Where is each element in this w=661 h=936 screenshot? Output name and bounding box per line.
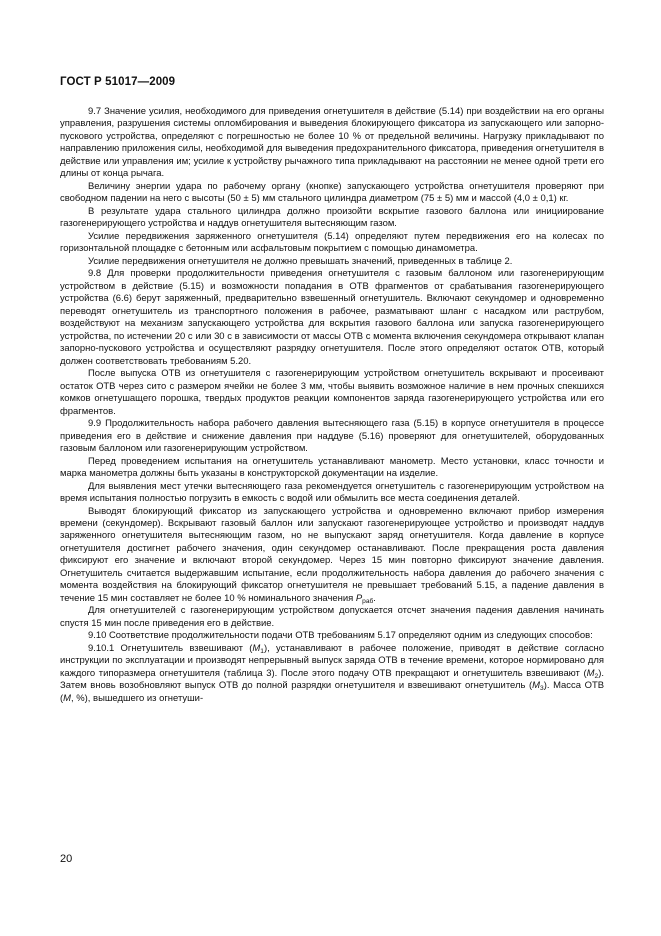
paragraph-pressure-test: Выводят блокирующий фиксатор из запускающего устройства и одновременно включают прибор измерения времени (секундомер). Вскрывают газовый баллон или запускают газогенерирующее устройство и производят наддув заряженного огнетушителя вытесняющим газом, но не выпускают заряд огнетушителя. Когда давление в корпусе огнетушителя достигнет рабочего значения, один секундомер останавливают. После прекращения роста давления фиксируют его значение и включают второй секундомер. Через 15 мин повторно фиксируют значение давления. Огнетушитель считается выдержавшим испытание, если продолжительность набора давления до рабочего значения с момента воздействия на блокирующий фиксатор огнетушителя не превышает требований 5.15, а падение давления в течение 15 мин составляет не более 10 % номинального значения $P_{раб}$. <box>60 505 604 605</box>
paragraph-movement-limit: Усилие передвижения огнетушителя не должно превышать значений, приведенных в таблице 2. <box>88 255 513 267</box>
standard-header: ГОСТ Р 51017—2009 <box>60 76 176 88</box>
paragraph-9-10-1: 9.10.1 Огнетушитель взвешивают $(M_1)$, устанавливают в рабочее положение, приводят в действие согласно инструкции по эксплуатации и производят непрерывный выпуск заряда ОТВ в течение времени, которое нормировано для каждого типоразмера огнетушителя (таблица 3). После этого подачу ОТВ прекращают и огнетушитель взвешивают $(M_2)$. Затем вновь возобновляют выпуск ОТВ до полной разрядки огнетушителя и взвешивают огнетушитель $(M_3)$. Масса ОТВ (M, %), вышедшего из огнетуши- <box>60 642 604 704</box>
paragraph-9-9: 9.9 Продолжительность набора рабочего давления вытесняющего газа (5.15) в корпусе огнетушителя в процессе приведения его в действие и снижение давления при наддуве (5.16) проверяют для огнетушителей, оборудованных газовым баллоном или газогенерирующим устройством. <box>60 418 604 455</box>
paragraph-9-8: 9.8 Для проверки продолжительности приведения огнетушителя с газовым баллоном или газогенерирующим устройством в действие (5.15) и возможности попадания в ОТВ фрагментов от срабатывания газогенерирующего устройства (6.6) берут заряженный, предварительно взвешенный огнетушитель. Включают секундомер и одновременно переводят огнетушитель из транспортного положения в рабочее, разматывают шланг с насадком или раструбом, воздействуют на механизм запускающего устройства для вскрытия газового баллона или запуска газогенерирующего устройства, по истечении 20 с или 30 с в зависимости от массы ОТВ с момента включения секундомера открывают клапан запорно-пускового устройства и осуществляют разрядку огнетушителя. После этого определяют остаток ОТВ, который должен соответствовать требованиям 5.20. <box>60 268 604 367</box>
paragraph-after-release: После выпуска ОТВ из огнетушителя с газогенерирующим устройством огнетушитель вскрывают и просеивают остаток ОТВ через сито с размером ячейки не более 3 мм, чтобы выявить возможное наличие в нем прочных спекшихся комков огнетушащего порошка, твердых продуктов реакции компонентов заряда газогенерирующего устройства или его фрагментов. <box>60 368 604 417</box>
page-number: 20 <box>60 853 73 865</box>
paragraph-9-7: 9.7 Значение усилия, необходимого для приведения огнетушителя в действие (5.14) при воздействии на его органы управления, разрушения системы опломбирования и выведения блокирующего фиксатора из запускающего или запорно-пускового устройства, определяют с погрешностью не более 10 % от предельной величины. Нагрузку прикладывают по направлению приложения силы, необходимой для выведения предохранительного фиксатора, приведения огнетушителя в действие или управления им; усилие к устройству рычажного типа прикладывают на расстоянии не менее одной трети его длины от конца рычага. <box>60 106 604 180</box>
paragraph-manometer: Перед проведением испытания на огнетушитель устанавливают манометр. Место установки, класс точности и марка манометра должны быть указаны в конструкторской документации на изделие. <box>60 455 604 480</box>
paragraph-leak-detection: Для выявления мест утечки вытесняющего газа рекомендуется огнетушитель с газогенерирующим устройством на время испытания полностью погрузить в емкость с водой или обмылить все места соединения деталей. <box>60 480 604 505</box>
paragraph-impact-energy: Величину энергии удара по рабочему органу (кнопке) запускающего устройства огнетушителя проверяют при свободном падении на него с высоты (50 ± 5) мм стального цилиндра диаметром (75 ± 5) мм и массой (4,0 ± 0,1) кг. <box>60 180 604 205</box>
paragraph-9-10: 9.10 Соответствие продолжительности подачи ОТВ требованиям 5.17 определяют одним из следующих способов: <box>88 630 593 642</box>
paragraph-impact-result: В результате удара стального цилиндра должно произойти вскрытие газового баллона или инициирование газогенерирующего устройства и наддув огнетушителя вытесняющим газом. <box>60 205 604 230</box>
document-body <box>60 106 604 705</box>
paragraph-movement-force: Усилие передвижения заряженного огнетушителя (5.14) определяют путем передвижения его на колесах по горизонтальной площадке с бетонным или асфальтовым покрытием с помощью динамометра. <box>60 230 604 255</box>
paragraph-pressure-drop: Для огнетушителей с газогенерирующим устройством допускается отсчет значения падения давления начинать спустя 15 мин после приведения его в действие. <box>60 605 604 629</box>
